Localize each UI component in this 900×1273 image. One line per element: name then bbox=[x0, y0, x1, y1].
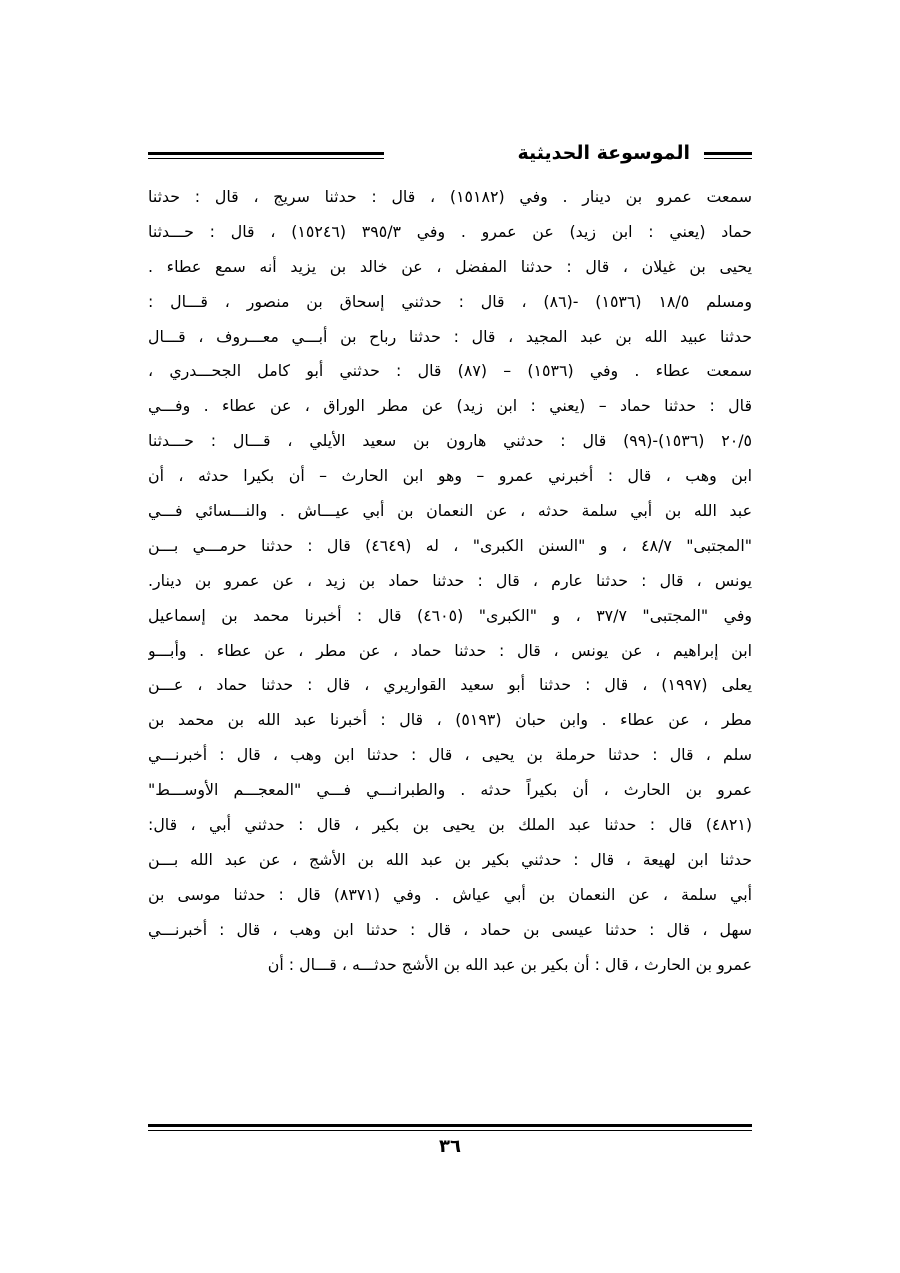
text-line: سهل ، قال : حدثنا عيسى بن حماد ، قال : حدثنا ابن وهب ، قال : أخبرنـــي bbox=[148, 919, 752, 939]
text-line: أبي سلمة ، عن النعمان بن أبي عياش . وفي (٨٣٧١) قال : حدثنا موسى بن bbox=[148, 884, 752, 904]
text-line: سلم ، قال : حدثنا حرملة بن يحيى ، قال : حدثنا ابن وهب ، قال : أخبرنـــي bbox=[148, 745, 752, 765]
page-number: ٣٦ bbox=[439, 1136, 461, 1157]
text-line: ٢٠/٥ (١٥٣٦)-(٩٩) قال : حدثني هارون بن سعيد الأيلي ، قـــال : حـــدثنا bbox=[148, 431, 752, 451]
text-line: قال : حدثنا حماد – (يعني : ابن زيد) عن مطر الوراق ، عن عطاء . وفـــي bbox=[148, 396, 752, 416]
header-rule-right bbox=[704, 152, 752, 159]
text-line: سمعت عطاء . وفي (١٥٣٦) – (٨٧) قال : حدثني أبو كامل الجحـــدري ، bbox=[148, 361, 752, 381]
text-line: وفي "المجتبى" ٣٧/٧ ، و "الكبرى" (٤٦٠٥) قال : أخبرنا محمد بن إسماعيل bbox=[148, 605, 752, 625]
page-body bbox=[148, 180, 752, 982]
header-rule-left bbox=[148, 152, 384, 159]
text-line: سمعت عمرو بن دينار . وفي (١٥١٨٢) ، قال : حدثنا سريج ، قال : حدثنا bbox=[148, 187, 752, 206]
text-line: حدثنا ابن لهيعة ، قال : حدثني بكير بن عبد الله بن الأشج ، عن عبد الله بـــن bbox=[148, 849, 752, 869]
text-line: يحيى بن غيلان ، قال : حدثنا المفضل ، عن خالد بن يزيد أنه سمع عطاء . bbox=[148, 256, 752, 276]
text-line: عمرو بن الحارث ، أن بكيراً حدثه . والطبرانـــي فـــي "المعجـــم الأوســـط" bbox=[148, 780, 752, 800]
text-line: حدثنا عبيد الله بن عبد المجيد ، قال : حدثنا رباح بن أبـــي معـــروف ، قـــال bbox=[148, 326, 752, 346]
text-line: عبد الله بن أبي سلمة حدثه ، عن النعمان بن أبي عيـــاش . والنـــسائي فـــي bbox=[148, 501, 752, 521]
text-line: ومسلم ١٨/٥ (١٥٣٦) -(٨٦) ، قال : حدثني إسحاق بن منصور ، قـــال : bbox=[148, 291, 752, 311]
running-header bbox=[148, 144, 752, 172]
text-line: ابن إبراهيم ، عن يونس ، قال : حدثنا حماد ، عن مطر ، عن عطاء . وأبـــو bbox=[148, 640, 752, 660]
text-line: يونس ، قال : حدثنا عارم ، قال : حدثنا حماد بن زيد ، عن عمرو بن دينار. bbox=[148, 570, 752, 590]
text-line: عمرو بن الحارث ، قال : أن بكير بن عبد الله بن الأشج حدثـــه ، قـــال : أن bbox=[267, 954, 752, 974]
footer-rule bbox=[148, 1124, 752, 1131]
text-line: "المجتبى" ٤٨/٧ ، و "السنن الكبرى" ، له (٤٦٤٩) قال : حدثنا حرمـــي بـــن bbox=[148, 535, 752, 555]
text-line: (٤٨٢١) قال : حدثنا عبد الملك بن يحيى بن بكير ، قال : حدثني أبي ، قال: bbox=[148, 815, 752, 835]
text-line: يعلى (١٩٩٧) ، قال : حدثنا أبو سعيد القواريري ، قال : حدثنا حماد ، عـــن bbox=[148, 675, 752, 695]
text-line: حماد (يعني : ابن زيد) عن عمرو . وفي ٣٩٥/٣ (١٥٢٤٦) ، قال : حـــدثنا bbox=[148, 221, 752, 241]
text-line: ابن وهب ، قال : أخبرني عمرو – وهو ابن الحارث – أن بكيرا حدثه ، أن bbox=[148, 466, 752, 486]
text-line: مطر ، عن عطاء . وابن حبان (٥١٩٣) ، قال : أخبرنا عبد الله بن محمد بن bbox=[148, 710, 752, 730]
header-title: الموسوعة الحديثية bbox=[517, 142, 690, 164]
